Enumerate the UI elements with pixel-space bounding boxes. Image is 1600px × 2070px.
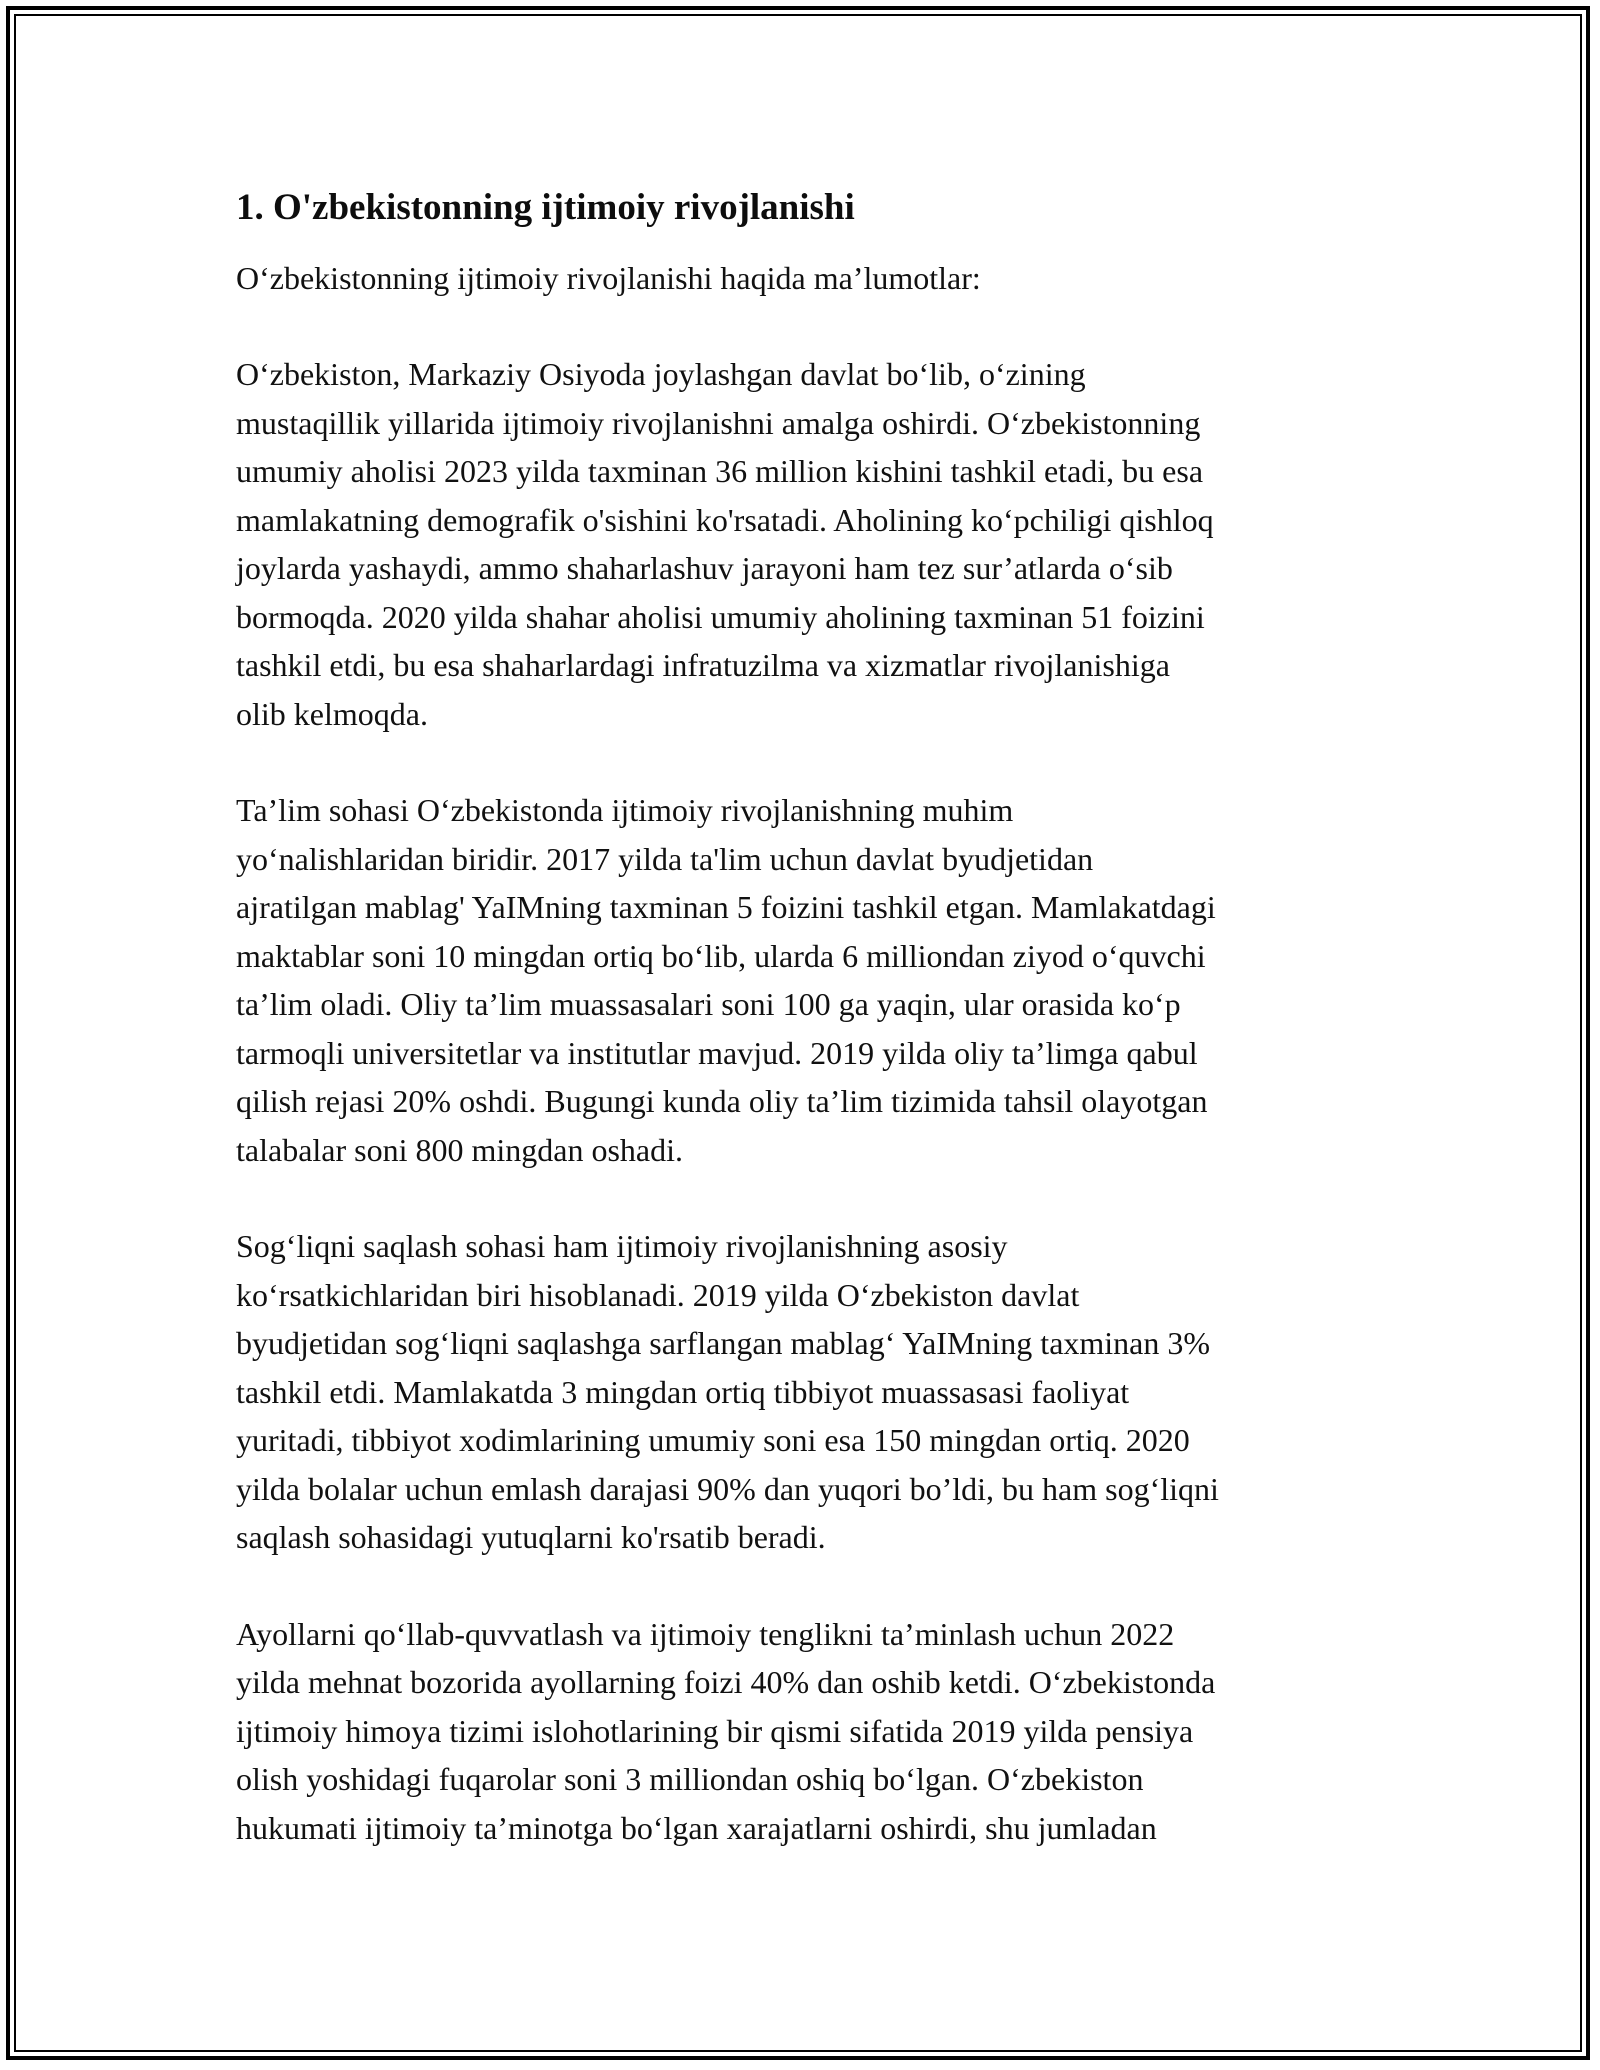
paragraph-line: yuritadi, tibbiyot xodimlarining umumiy soni esa 150 mingdan ortiq. 2020 xyxy=(236,1422,1190,1458)
paragraph-line: Ayollarni qo‘llab-quvvatlash va ijtimoiy tenglikni ta’minlash uchun 2022 xyxy=(236,1615,1175,1652)
paragraph-line: olib kelmoqda. xyxy=(236,695,428,732)
paragraph-line: mustaqillik yillarida ijtimoiy rivojlanishni amalga oshirdi. O‘zbekistonning xyxy=(236,404,1201,441)
paragraph-line: yilda bolalar uchun emlash darajasi 90% dan yuqori bo’ldi, bu ham sog‘liqni xyxy=(236,1470,1219,1507)
paragraph-line: joylarda yashaydi, ammo shaharlashuv jarayoni ham tez sur’atlarda o‘sib xyxy=(236,550,1173,586)
paragraph-line: qilish rejasi 20% oshdi. Bugungi kunda oliy ta’lim tizimida tahsil olayotgan xyxy=(236,1083,1208,1119)
paragraph-line: yilda mehnat bozorida ayollarning foizi 40% dan oshib ketdi. O‘zbekistonda xyxy=(236,1664,1216,1700)
paragraph-line: ta’lim oladi. Oliy ta’lim muassasalari soni 100 ga yaqin, ular orasida ko‘p xyxy=(236,986,1181,1022)
paragraph-line: byudjetidan sog‘liqni saqlashga sarflangan mablag‘ YaIMning taxminan 3% xyxy=(236,1325,1211,1361)
paragraph-line: ajratilgan mablag' YaIMning taxminan 5 foizini tashkil etgan. Mamlakatdagi xyxy=(236,889,1216,925)
paragraph-line: hukumati ijtimoiy ta’minotga bo‘lgan xarajatlarni oshirdi, shu jumladan xyxy=(236,1809,1157,1846)
paragraph-line: saqlash sohasidagi yutuqlarni ko'rsatib beradi. xyxy=(236,1519,826,1555)
paragraph-line: yo‘nalishlaridan biridir. 2017 yilda ta'lim uchun davlat byudjetidan xyxy=(236,840,1094,877)
paragraph-line: umumiy aholisi 2023 yilda taxminan 36 million kishini tashkil etadi, bu esa xyxy=(236,453,1204,489)
paragraph-list xyxy=(236,350,1376,1852)
paragraph-line: olish yoshidagi fuqarolar soni 3 milliondan oshiq bo‘lgan. O‘zbekiston xyxy=(236,1761,1144,1797)
paragraph-line: bormoqda. 2020 yilda shahar aholisi umumiy aholining taxminan 51 foizini xyxy=(236,598,1205,635)
intro-text: O‘zbekistonning ijtimoiy rivojlanishi haqida ma’lumotlar: xyxy=(236,260,981,296)
paragraph-line: ijtimoiy himoya tizimi islohotlarining bir qismi sifatida 2019 yilda pensiya xyxy=(236,1712,1194,1749)
paragraph-line: tashkil etdi, bu esa shaharlardagi infratuzilma va xizmatlar rivojlanishiga xyxy=(236,647,1170,683)
body-paragraph xyxy=(236,786,1376,1174)
document-body xyxy=(236,184,1376,1900)
body-paragraph xyxy=(236,1610,1376,1853)
body-paragraph xyxy=(236,350,1376,738)
paragraph-line: tashkil etdi. Mamlakatda 3 mingdan ortiq tibbiyot muassasasi faoliyat xyxy=(236,1373,1130,1410)
paragraph-line: Ta’lim sohasi O‘zbekistonda ijtimoiy rivojlanishning muhim xyxy=(236,792,1014,828)
paragraph-line: mamlakatning demografik o'sishini ko'rsatadi. Aholining ko‘pchiligi qishloq xyxy=(236,501,1214,538)
paragraph-line: Sog‘liqni saqlash sohasi ham ijtimoiy rivojlanishning asosiy xyxy=(236,1228,1008,1264)
paragraph-line: O‘zbekiston, Markaziy Osiyoda joylashgan davlat bo‘lib, o‘zining xyxy=(236,356,1086,392)
paragraph-line: talabalar soni 800 mingdan oshadi. xyxy=(236,1131,684,1168)
body-paragraph xyxy=(236,1222,1376,1562)
paragraph-line: ko‘rsatkichlaridan biri hisoblanadi. 2019 yilda O‘zbekiston davlat xyxy=(236,1276,1080,1313)
page-title: 1. O'zbekistonning ijtimoiy rivojlanishi xyxy=(236,187,855,228)
paragraph-line: maktablar soni 10 mingdan ortiq bo‘lib, ularda 6 milliondan ziyod o‘quvchi xyxy=(236,937,1206,974)
paragraph-line: tarmoqli universitetlar va institutlar mavjud. 2019 yilda oliy ta’limga qabul xyxy=(236,1034,1198,1071)
